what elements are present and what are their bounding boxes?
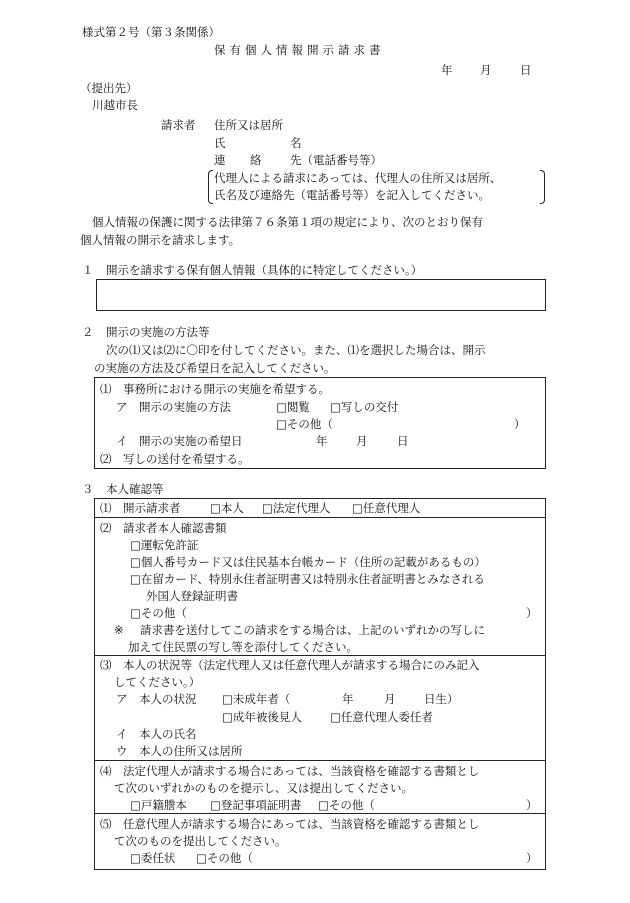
birth-month-label: 月 [384,692,396,706]
registry-cert-checkbox[interactable]: □登記事項証明書 [210,798,302,812]
row-divider-2 [94,655,546,656]
disclosure-office-option[interactable]: ⑴ 事務所における開示の実施を希望する。 [100,382,330,396]
submit-to-label: （提出先） [80,81,138,95]
note-bracket-right [540,170,545,204]
form-number: 様式第２号（第３条関係） [82,25,220,39]
row-divider-3 [94,760,546,761]
voluntary-other-close: ） [526,851,538,865]
preferred-month-label: 月 [356,434,368,448]
mail-note-line1: 請求書を送付してこの請求をする場合は、上記のいずれかの写しに [140,623,485,637]
requester-self-checkbox[interactable]: □本人 [210,501,244,515]
method-other-checkbox[interactable]: □その他（ [276,417,333,431]
requested-info-input[interactable] [96,279,546,311]
proxy-note-line1: 代理人による請求にあっては、代理人の住所又は居所、 [214,171,502,185]
contact-label-2: 絡 [250,153,262,167]
voluntary-other-checkbox[interactable]: □その他（ [196,851,253,865]
section2-instr-line1: 次の⑴又は⑵に〇印を付してください。また、⑴を選択した場合は、開示 [106,343,486,357]
legal-docs-line2: て次のいずれかのものを提示し、又は提出してください。 [114,781,413,795]
legal-docs-line1: ⑷ 法定代理人が請求する場合にあっては、当該資格を確認する書類とし [100,764,480,778]
id-mynumber-checkbox[interactable]: □個人番号カード又は住民基本台帳カード（住所の記載があるもの） [130,555,486,569]
note-bracket-left [208,170,213,204]
note-mark: ※ [114,623,124,637]
preferred-date-label: イ 開示の実施の希望日 [116,434,243,448]
requester-legal-checkbox[interactable]: □法定代理人 [262,501,331,515]
requester-voluntary-checkbox[interactable]: □任意代理人 [352,501,421,515]
section1-title: 開示を請求する保有個人情報（具体的に特定してください。） [106,263,423,277]
family-register-checkbox[interactable]: □戸籍謄本 [130,798,187,812]
preferred-year-label: 年 [316,434,328,448]
power-of-attorney-checkbox[interactable]: □委任状 [130,851,176,865]
row-divider-1 [94,517,546,518]
method-label: ア 開示の実施の方法 [116,400,231,414]
voluntary-docs-line2: て次のものを提出してください。 [114,834,287,848]
section1-number: １ [82,263,94,277]
proxy-note-line2: 氏名及び連絡先（電話番号等）を記入してください。 [214,188,490,202]
requester-label: 請求者 [161,118,196,132]
id-other-close: ） [526,606,538,620]
guardian-checkbox[interactable]: □成年被後見人 [222,710,302,724]
method-copy-checkbox[interactable]: □写しの交付 [330,400,399,414]
date-day-label: 日 [520,63,532,77]
legal-other-close: ） [526,798,538,812]
principal-name-label: イ 本人の氏名 [116,727,197,741]
id-other-checkbox[interactable]: □その他（ [130,606,187,620]
principal-status-line2: してください。） [114,675,201,689]
id-license-checkbox[interactable]: □運転免許証 [130,538,199,552]
voluntary-docs-line1: ⑸ 任意代理人が請求する場合にあっては、当該資格を確認する書類とし [100,817,480,831]
section2-instr-line2: の実施の方法及び希望日を記入してください。 [94,361,336,375]
principal-status-label: ア 本人の状況 [116,692,197,706]
legal-other-checkbox[interactable]: □その他（ [318,798,375,812]
id-residence-line2: 外国人登録証明書 [146,589,238,603]
intro-line1: 個人情報の保護に関する法律第７６条第１項の規定により、次のとおり保有 [92,215,483,229]
row-divider-4 [94,813,546,814]
contact-label-1: 連 [214,153,226,167]
birth-year-label: 年 [342,692,354,706]
method-view-checkbox[interactable]: □閲覧 [276,400,310,414]
address-label: 住所又は居所 [214,118,283,132]
name-label-2: 名 [290,136,302,150]
intro-line2: 個人情報の開示を請求します。 [80,233,241,247]
method-other-close: ） [514,417,526,431]
section2-title: 開示の実施の方法等 [106,325,210,339]
page-title: 保有個人情報開示請求書 [214,43,385,57]
contact-label-3: 先（電話番号等） [290,153,382,167]
requester-type-label: ⑴ 開示請求者 [100,501,181,515]
preferred-day-label: 日 [397,434,409,448]
principal-status-line1: ⑶ 本人の状況等（法定代理人又は任意代理人が請求する場合にのみ記入 [100,658,480,672]
section3-number: ３ [82,482,94,496]
delegator-checkbox[interactable]: □任意代理人委任者 [330,710,433,724]
date-year-label: 年 [441,63,453,77]
minor-checkbox[interactable]: □未成年者（ [222,692,291,706]
mail-note-line2: 加えて住民票の写し等を添付してください。 [128,640,358,654]
section2-number: ２ [82,325,94,339]
disclosure-mail-option[interactable]: ⑵ 写しの送付を希望する。 [100,452,250,466]
submit-to: 川越市長 [92,98,138,112]
section3-title: 本人確認等 [106,482,164,496]
principal-address-label: ウ 本人の住所又は居所 [116,744,243,758]
birth-day-label: 日生） [424,692,459,706]
id-docs-title: ⑵ 請求者本人確認書類 [100,521,227,535]
name-label-1: 氏 [214,136,226,150]
id-residence-checkbox[interactable]: □在留カード、特別永住者証明書又は特別永住者証明書とみなされる [130,572,485,586]
date-month-label: 月 [480,63,492,77]
